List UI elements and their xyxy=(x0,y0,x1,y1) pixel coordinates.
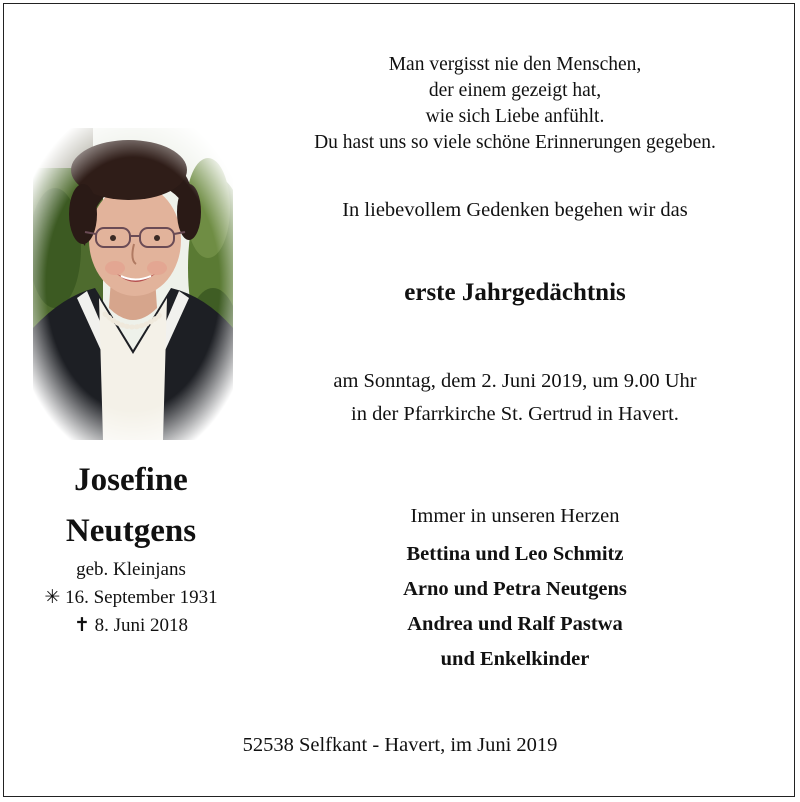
poem-line: Du hast uns so viele schöne Erinnerungen gegeben. xyxy=(314,132,716,153)
family-name: Andrea und Ralf Pastwa xyxy=(407,613,623,635)
family-name: und Enkelkinder xyxy=(440,648,590,670)
birth-star-icon: ✳ xyxy=(44,587,61,608)
family-name: Bettina und Leo Schmitz xyxy=(406,543,624,565)
intro-text: In liebevollem Gedenken begehen wir das xyxy=(342,199,688,221)
poem-line: der einem gezeigt hat, xyxy=(428,80,602,101)
poem-line: wie sich Liebe anfühlt. xyxy=(425,106,605,127)
service-date: am Sonntag, dem 2. Juni 2019, um 9.00 Uhr xyxy=(333,370,697,392)
birth-name: geb. Kleinjans xyxy=(76,559,186,580)
anniversary-heading: erste Jahrgedächtnis xyxy=(404,279,626,306)
deceased-first-name: Josefine xyxy=(74,462,188,498)
family-name: Arno und Petra Neutgens xyxy=(403,578,627,600)
birth-line xyxy=(18,588,244,607)
death-line xyxy=(18,616,244,635)
place-date-footer: 52538 Selfkant - Havert, im Juni 2019 xyxy=(242,734,558,756)
service-location: in der Pfarrkirche St. Gertrud in Havert. xyxy=(351,403,679,425)
hearts-line: Immer in unseren Herzen xyxy=(410,505,620,527)
service-details xyxy=(272,365,758,431)
birth-date: 16. September 1931 xyxy=(65,587,218,608)
poem-line: Man vergisst nie den Menschen, xyxy=(388,54,642,75)
memorial-poem xyxy=(272,52,758,156)
death-cross-icon: ✝ xyxy=(73,615,90,636)
death-date: 8. Juni 2018 xyxy=(94,615,189,636)
deceased-last-name: Neutgens xyxy=(65,513,197,549)
portrait-photo xyxy=(33,128,233,440)
family-signatures xyxy=(272,537,758,677)
